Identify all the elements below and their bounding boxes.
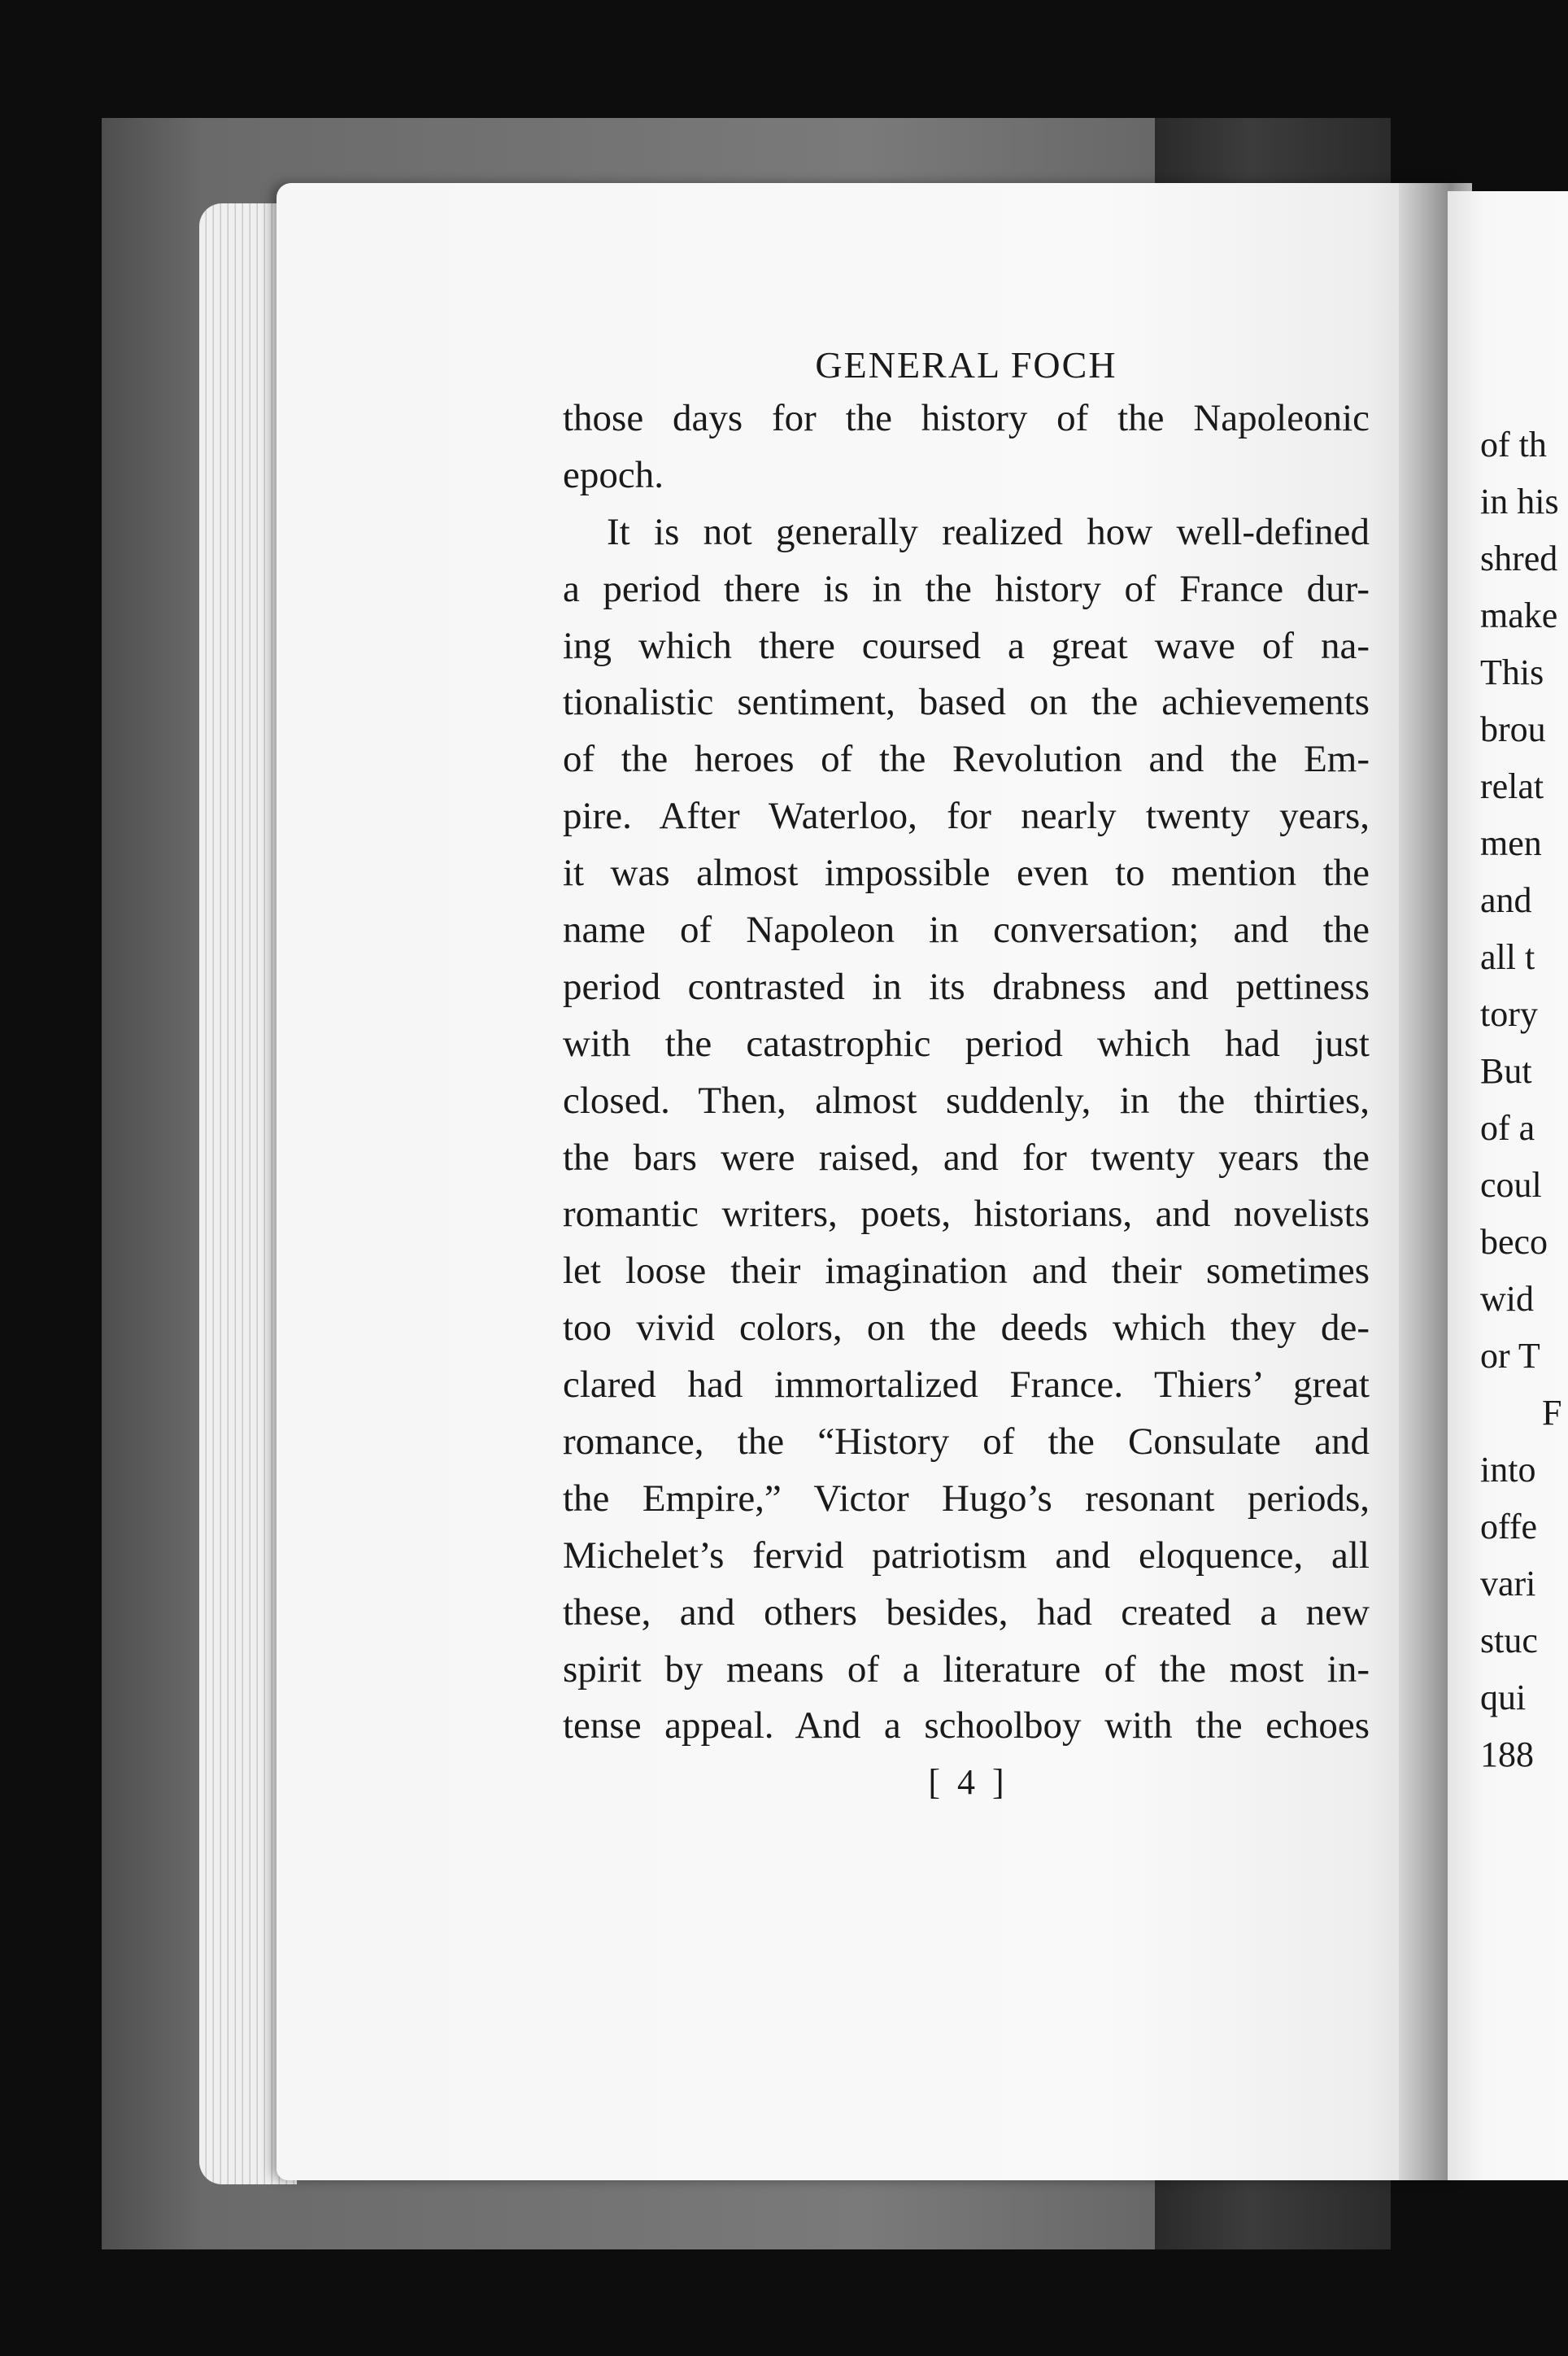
text-line: It is not generally realized how well-defined	[607, 510, 1370, 553]
facing-line: stuc	[1480, 1621, 1538, 1660]
running-head: GENERAL FOCH	[815, 344, 1117, 386]
text-line: of the heroes of the Revolution and the Em-	[563, 738, 1370, 781]
text-line: pire. After Waterloo, for nearly twenty years,	[563, 795, 1370, 838]
facing-line: of a	[1480, 1108, 1535, 1148]
text-line: too vivid colors, on the deeds which they de-	[563, 1307, 1370, 1350]
facing-line: wid	[1480, 1279, 1534, 1319]
facing-line: F	[1542, 1393, 1562, 1433]
facing-line: offe	[1480, 1507, 1538, 1547]
text-line: romantic writers, poets, historians, and novelists	[563, 1193, 1370, 1236]
facing-line: qui	[1480, 1678, 1527, 1717]
text-line: tense appeal. And a schoolboy with the echoes	[563, 1704, 1370, 1747]
facing-line: relat	[1480, 766, 1544, 806]
facing-line: tory	[1480, 994, 1538, 1034]
facing-page-text	[1480, 417, 1568, 1783]
facing-line: and	[1480, 880, 1532, 920]
facing-line: all t	[1480, 937, 1535, 977]
facing-line: vari	[1480, 1564, 1536, 1603]
text-line: period contrasted in its drabness and pettiness	[563, 965, 1370, 1008]
facing-line: make	[1480, 596, 1558, 635]
text-line: romance, the “History of the Consulate and	[563, 1420, 1370, 1464]
facing-line: brou	[1480, 709, 1546, 749]
facing-line: of th	[1480, 425, 1547, 465]
text-line: Michelet’s fervid patriotism and eloquence, all	[563, 1534, 1370, 1577]
facing-line: 188	[1480, 1734, 1534, 1774]
text-line: it was almost impossible even to mention the	[563, 852, 1370, 895]
text-line: name of Napoleon in conversation; and the	[563, 909, 1370, 952]
text-line: closed. Then, almost suddenly, in the thirties,	[563, 1079, 1370, 1122]
text-line: a period there is in the history of France dur-	[563, 567, 1370, 610]
text-line: tionalistic sentiment, based on the achievements	[563, 681, 1370, 724]
facing-line: coul	[1480, 1165, 1542, 1205]
text-line: ing which there coursed a great wave of na-	[563, 624, 1370, 667]
text-line: with the catastrophic period which had just	[563, 1022, 1370, 1065]
text-line: let loose their imagination and their sometimes	[563, 1250, 1370, 1293]
text-line: clared had immortalized France. Thiers’ great	[563, 1363, 1370, 1407]
text-line: the Empire,” Victor Hugo’s resonant periods,	[563, 1477, 1370, 1520]
facing-line: beco	[1480, 1222, 1548, 1262]
text-line: epoch.	[563, 453, 664, 496]
facing-line: in his	[1480, 482, 1559, 521]
text-line: spirit by means of a literature of the most in-	[563, 1647, 1370, 1691]
text-line: those days for the history of the Napoleonic	[563, 397, 1370, 439]
page-number: [ 4 ]	[928, 1762, 1004, 1802]
facing-line: men	[1480, 823, 1542, 863]
facing-line: But	[1480, 1051, 1532, 1091]
facing-line: shred	[1480, 539, 1558, 578]
facing-line: into	[1480, 1450, 1536, 1490]
text-line: the bars were raised, and for twenty years the	[563, 1136, 1370, 1179]
text-line: these, and others besides, had created a new	[563, 1590, 1370, 1634]
left-page-text	[563, 340, 1370, 1755]
facing-line: This	[1480, 652, 1544, 692]
facing-line: or T	[1480, 1336, 1540, 1376]
